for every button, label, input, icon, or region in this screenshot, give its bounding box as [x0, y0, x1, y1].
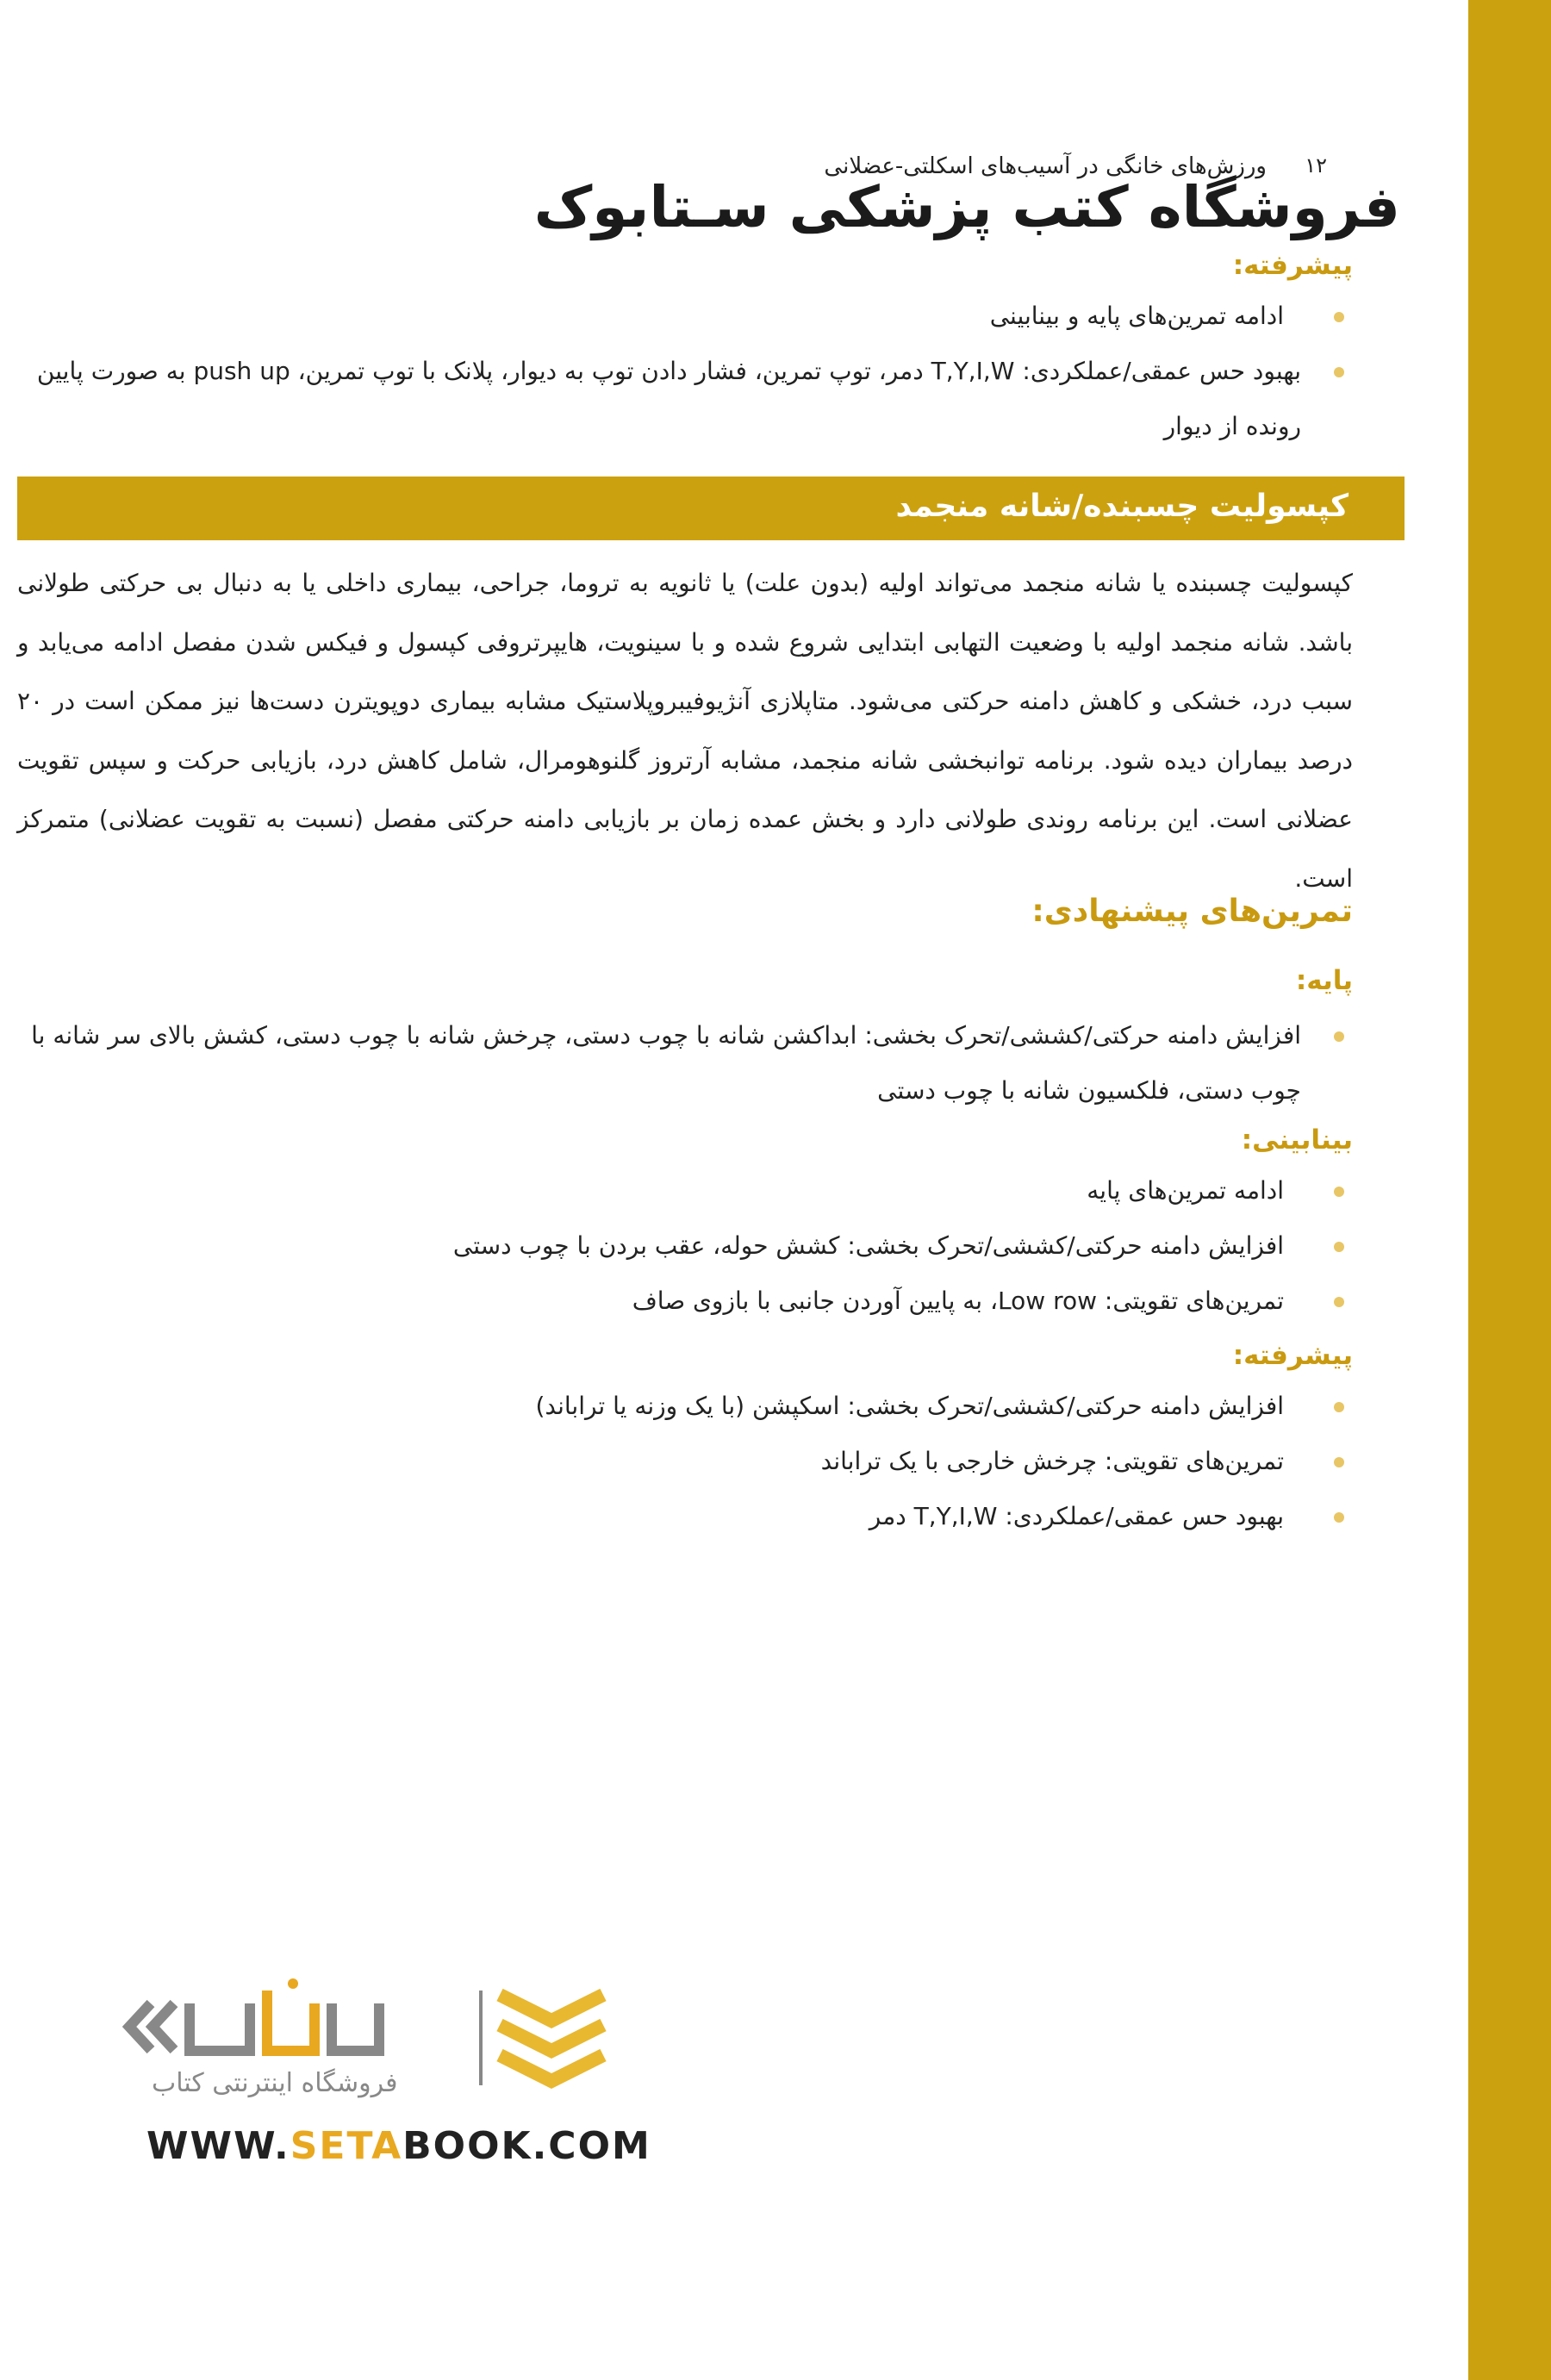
advanced-heading: پیشرفته: [1232, 1340, 1353, 1371]
list-item: ادامه تمرین‌های پایه [17, 1163, 1353, 1218]
section-paragraph: کپسولیت چسبنده یا شانه منجمد می‌تواند اولیه (بدون علت) یا ثانویه به تروما، جراحی، بیماری داخلی یا به دنبال بی حرکتی طولانی باشد. شانه منجمد اولیه با وضعیت التهابی ابتدایی شروع شده و با سینویت، هایپرتروفی کپسول و فیکس شدن مفصل ادامه می‌یابد و سبب درد، خشکی و کاهش دامنه حرکتی می‌شود. متاپلازی آنژیوفیبروپلاستیک مشابه بیماری دوپویترن دست‌ها نیز ممکن است در ۲۰ درصد بیماران دیده شود. برنامه توانبخشی شانه منجمد، مشابه آرتروز گلنوهومرال، شامل کاهش درد، بازیابی حرکت و سپس تقویت عضلانی است. این برنامه روندی طولانی دارد و بخش عمده زمان بر بازیابی دامنه حرکتی مفصل (نسبت به تقویت عضلانی) متمرکز است. [17, 569, 1353, 893]
intermediate-heading: بینابینی: [1241, 1125, 1353, 1156]
page-number: ۱۲ [1305, 153, 1327, 178]
logo-url [146, 2124, 651, 2168]
page-header [533, 146, 1400, 250]
setabook-logo [121, 1956, 672, 2180]
list-item: تمرین‌های تقویتی: چرخش خارجی با یک تراباند [17, 1434, 1353, 1489]
section-title-bar [17, 477, 1405, 540]
top-advanced-heading: پیشرفته: [1232, 250, 1353, 281]
right-color-band [1468, 0, 1551, 2380]
intermediate-list [17, 1163, 1353, 1329]
logo-url-accent: SETA [290, 2124, 403, 2168]
list-item: بهبود حس عمقی/عملکردی: T,Y,I,W دمر، توپ تمرین، فشار دادن توپ به دیوار، پلانک با توپ تمرین، push up به صورت پایین رونده از دیوار [17, 344, 1353, 454]
store-watermark: فروشگاه کتب پزشکی سـتابوک [533, 174, 1400, 240]
logo-subtitle: فروشگاه اینترنتی کتاب [152, 2068, 398, 2098]
basic-list [17, 1008, 1353, 1118]
section-title: کپسولیت چسبنده/شانه منجمد [895, 489, 1349, 524]
list-item: افزایش دامنه حرکتی/کششی/تحرک بخشی: اسکپشن (با یک وزنه یا تراباند) [17, 1379, 1353, 1434]
running-title: ورزش‌های خانگی در آسیب‌های اسکلتی-عضلانی [824, 153, 1267, 179]
top-advanced-list [17, 289, 1353, 454]
logo-url-suffix: BOOK.COM [402, 2124, 651, 2168]
basic-heading: پایه: [1295, 965, 1353, 996]
logo-url-prefix: WWW. [146, 2124, 290, 2168]
list-item: افزایش دامنه حرکتی/کششی/تحرک بخشی: کشش حوله، عقب بردن با چوب دستی [17, 1218, 1353, 1274]
list-item: ادامه تمرین‌های پایه و بینابینی [17, 289, 1353, 344]
advanced-list [17, 1379, 1353, 1544]
list-item: افزایش دامنه حرکتی/کششی/تحرک بخشی: ابداکشن شانه با چوب دستی، چرخش شانه با چوب دستی، کشش بالای سر شانه با چوب دستی، فلکسیون شانه با چوب دستی [17, 1008, 1353, 1118]
suggested-exercises-heading: تمرین‌های پیشنهادی: [1031, 894, 1353, 929]
list-item: بهبود حس عمقی/عملکردی: T,Y,I,W دمر [17, 1489, 1353, 1544]
list-item: تمرین‌های تقویتی: Low row، به پایین آوردن جانبی با بازوی صاف [17, 1274, 1353, 1329]
